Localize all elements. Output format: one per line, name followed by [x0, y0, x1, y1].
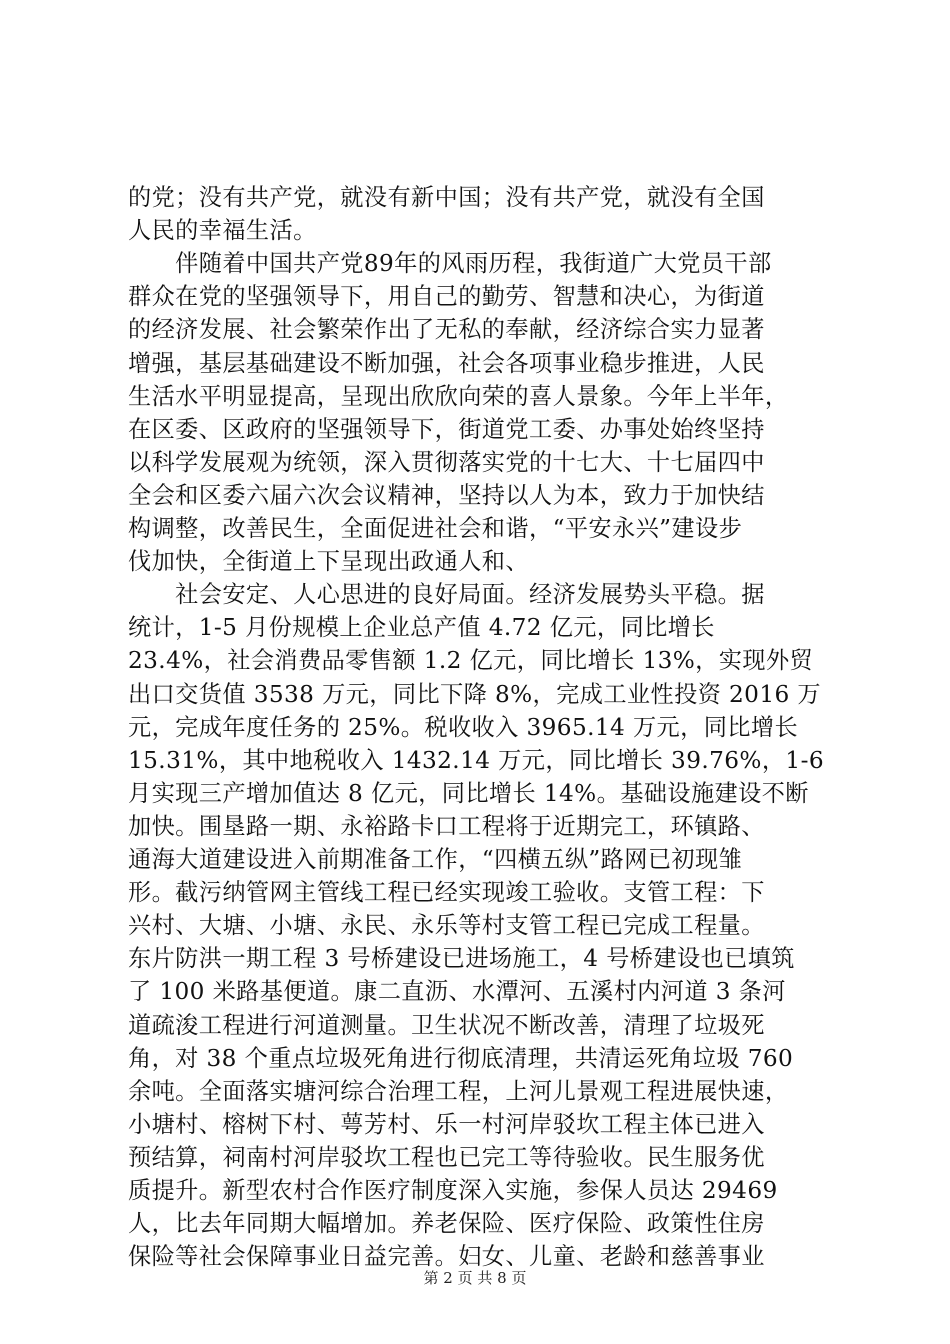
- text-line: 道疏浚工程进行河道测量。卫生状况不断改善，清理了垃圾死: [128, 1011, 765, 1039]
- text-line: 角，对 38 个重点垃圾死角进行彻底清理，共清运死角垃圾 760: [128, 1044, 794, 1072]
- text-line: 增强，基层基础建设不断加强，社会各项事业稳步推进，人民: [128, 349, 765, 377]
- text-line: 构调整，改善民生，全面促进社会和谐，“平安永兴”建设步: [128, 515, 743, 542]
- text-line: 质提升。新型农村合作医疗制度深入实施，参保人员达 29469: [128, 1177, 778, 1204]
- text-line: 以科学发展观为统领，深入贯彻落实党的十七大、十七届四中: [128, 448, 765, 476]
- text-line: 全会和区委六届六次会议精神，坚持以人为本，致力于加快结: [128, 481, 765, 509]
- text-line: 伐加快，全街道上下呈现出政通人和、: [128, 548, 529, 576]
- text-line: 元，完成年度任务的 25%。税收收入 3965.14 万元，同比增长: [128, 713, 799, 741]
- page-footer: 第 2 页 共 8 页: [423, 1269, 527, 1287]
- text-line: 形。截污纳管网主管线工程已经实现竣工验收。支管工程：下: [128, 879, 765, 907]
- text-line: 社会安定、人心思进的良好局面。经济发展势头平稳。据: [128, 581, 765, 609]
- text-line: 通海大道建设进入前期准备工作，“四横五纵”路网已初现雏: [128, 846, 743, 873]
- text-line: 兴村、大塘、小塘、永民、永乐等村支管工程已完成工程量。: [128, 912, 765, 940]
- text-line: 东片防洪一期工程 3 号桥建设已进场施工，4 号桥建设也已填筑: [128, 945, 795, 973]
- text-line: 保险等社会保障事业日益完善。妇女、儿童、老龄和慈善事业: [128, 1243, 765, 1271]
- text-line: 统计，1-5 月份规模上企业总产值 4.72 亿元，同比增长: [128, 614, 715, 642]
- text-line: 了 100 米路基便道。康二直沥、水潭河、五溪村内河道 3 条河: [128, 978, 786, 1006]
- text-line: 预结算，祠南村河岸驳坎工程也已完工等待验收。民生服务优: [128, 1143, 765, 1171]
- text-line: 余吨。全面落实塘河综合治理工程，上河儿景观工程进展快速，: [128, 1077, 789, 1105]
- text-line: 月实现三产增加值达 8 亿元，同比增长 14%。基础设施建设不断: [128, 779, 809, 807]
- text-line: 15.31%，其中地税收入 1432.14 万元，同比增长 39.76%，1-6: [128, 746, 824, 774]
- text-line: 群众在党的坚强领导下，用自己的勤劳、智慧和决心，为街道: [128, 283, 765, 311]
- text-line: 的经济发展、社会繁荣作出了无私的奉献，经济综合实力显著: [128, 316, 765, 344]
- text-line: 的党；没有共产党，就没有新中国；没有共产党，就没有全国: [128, 184, 765, 211]
- text-line: 生活水平明显提高，呈现出欣欣向荣的喜人景象。今年上半年，: [128, 382, 789, 410]
- text-line: 人，比去年同期大幅增加。养老保险、医疗保险、政策性住房: [128, 1210, 765, 1238]
- text-line: 伴随着中国共产党89年的风雨历程，我街道广大党员干部: [128, 250, 772, 278]
- text-line: 小塘村、榕树下村、萼芳村、乐一村河岸驳坎工程主体已进入: [128, 1110, 765, 1138]
- text-line: 加快。围垦路一期、永裕路卡口工程将于近期完工，环镇路、: [128, 812, 765, 840]
- text-line: 在区委、区政府的坚强领导下，街道党工委、办事处始终坚持: [128, 415, 765, 443]
- text-line: 人民的幸福生活。: [128, 217, 317, 245]
- text-line: 出口交货值 3538 万元，同比下降 8%，完成工业性投资 2016 万: [128, 680, 821, 708]
- text-line: 23.4%，社会消费品零售额 1.2 亿元，同比增长 13%，实现外贸: [128, 647, 814, 675]
